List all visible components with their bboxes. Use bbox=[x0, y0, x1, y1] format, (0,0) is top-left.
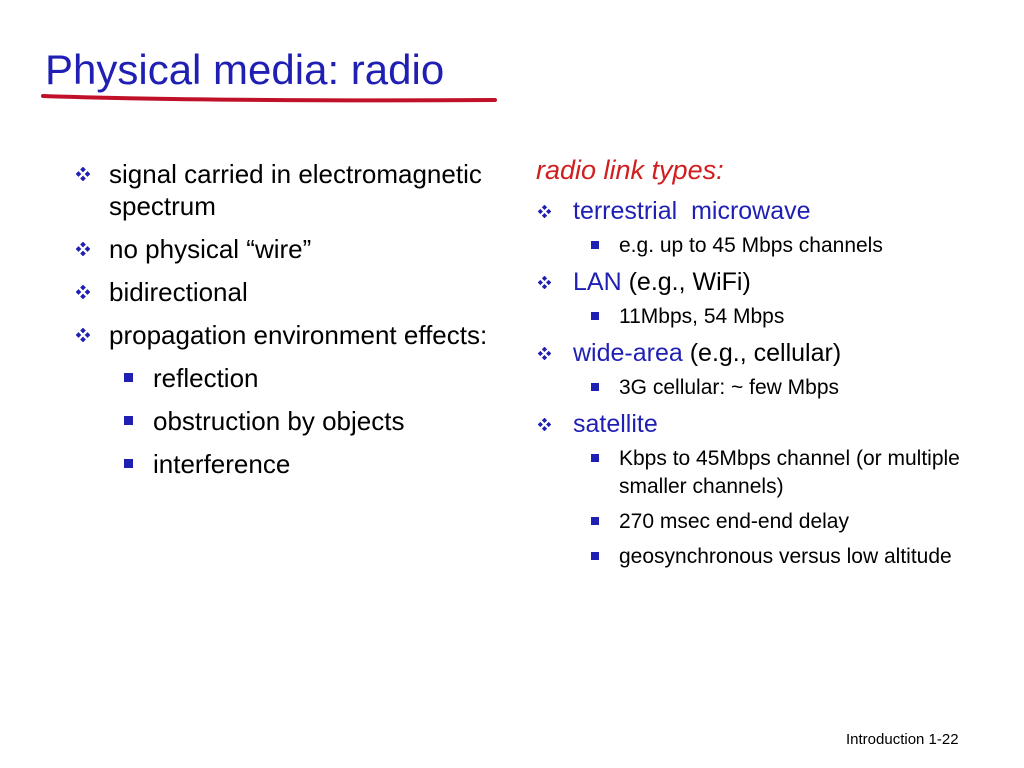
right-sub-bullet-text: Kbps to 45Mbps channel (or multiple smaller channels) bbox=[619, 447, 960, 498]
right-bullet-item bbox=[536, 338, 986, 368]
diamond-bullet-icon bbox=[538, 205, 551, 218]
slide-footer: Introduction 1-22 bbox=[846, 731, 959, 748]
square-bullet-icon bbox=[591, 312, 599, 320]
right-sub-bullet-item bbox=[536, 303, 986, 331]
right-bullet-rest: (e.g., WiFi) bbox=[621, 268, 751, 296]
radio-link-types-heading: radio link types: bbox=[536, 155, 724, 185]
diamond-bullet-icon bbox=[538, 347, 551, 360]
square-bullet-icon bbox=[591, 454, 599, 462]
diamond-bullet-icon bbox=[538, 276, 551, 289]
right-sub-bullet-item bbox=[536, 543, 986, 571]
right-bullet-term: terrestrial microwave bbox=[573, 197, 811, 225]
right-sub-bullet-text: 3G cellular: ~ few Mbps bbox=[619, 376, 840, 399]
left-bullet-text: propagation environment effects: bbox=[109, 320, 488, 350]
left-bullet-item bbox=[76, 158, 496, 222]
square-bullet-icon bbox=[124, 416, 133, 425]
right-sub-bullet-item bbox=[536, 232, 986, 260]
left-sub-bullet-text: reflection bbox=[153, 363, 259, 393]
left-sub-bullet-item bbox=[122, 448, 496, 480]
square-bullet-icon bbox=[591, 383, 599, 391]
square-bullet-icon bbox=[591, 241, 599, 249]
right-sub-bullet-text: geosynchronous versus low altitude bbox=[619, 545, 952, 568]
left-sub-bullet-item bbox=[122, 405, 496, 437]
right-bullet-item bbox=[536, 409, 986, 439]
right-bullet-term: satellite bbox=[573, 410, 658, 438]
right-bullet-item bbox=[536, 196, 986, 226]
square-bullet-icon bbox=[124, 459, 133, 468]
left-bullet-text: signal carried in electromagnetic spectrum bbox=[109, 159, 482, 221]
square-bullet-icon bbox=[591, 552, 599, 560]
diamond-bullet-icon bbox=[538, 418, 551, 431]
left-bullet-text: no physical “wire” bbox=[109, 234, 312, 264]
right-sub-bullet-item bbox=[536, 374, 986, 402]
right-bullet-term: LAN bbox=[573, 268, 622, 296]
right-column bbox=[536, 153, 986, 578]
right-bullet-rest: (e.g., cellular) bbox=[682, 339, 842, 367]
right-sub-bullet-text: e.g. up to 45 Mbps channels bbox=[619, 234, 883, 257]
diamond-bullet-icon bbox=[76, 285, 90, 299]
left-bullet-item bbox=[76, 319, 496, 351]
diamond-bullet-icon bbox=[76, 167, 90, 181]
right-sub-bullet-item bbox=[536, 445, 986, 501]
left-column bbox=[76, 158, 496, 491]
left-bullet-item bbox=[76, 276, 496, 308]
square-bullet-icon bbox=[591, 517, 599, 525]
left-sub-bullet-text: obstruction by objects bbox=[153, 406, 405, 436]
right-sub-bullet-item bbox=[536, 508, 986, 536]
left-sub-bullet-text: interference bbox=[153, 449, 291, 479]
left-sub-bullet-item bbox=[122, 362, 496, 394]
right-sub-bullet-text: 11Mbps, 54 Mbps bbox=[619, 305, 785, 328]
diamond-bullet-icon bbox=[76, 328, 90, 342]
slide-title: Physical media: radio bbox=[45, 46, 445, 93]
diamond-bullet-icon bbox=[76, 242, 90, 256]
right-sub-bullet-text: 270 msec end-end delay bbox=[619, 510, 849, 533]
title-underline-stroke bbox=[40, 88, 500, 110]
right-bullet-item bbox=[536, 267, 986, 297]
right-bullet-term: wide-area bbox=[573, 339, 683, 367]
square-bullet-icon bbox=[124, 373, 133, 382]
left-bullet-item bbox=[76, 233, 496, 265]
left-bullet-text: bidirectional bbox=[109, 277, 248, 307]
